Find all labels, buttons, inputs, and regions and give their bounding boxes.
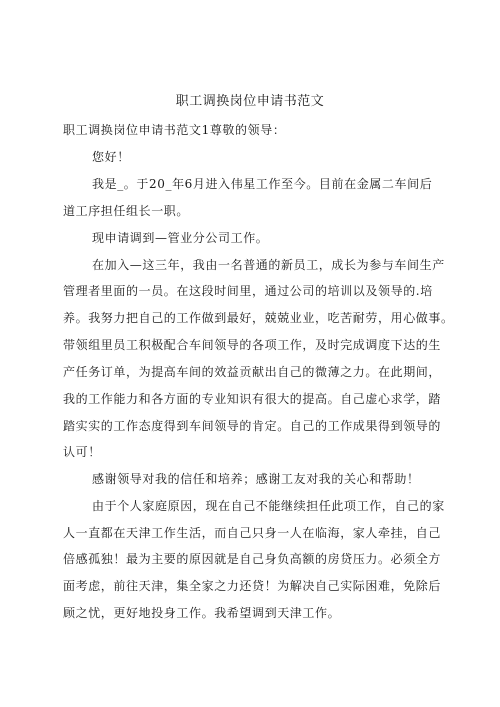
body-line: 顾之忧，更好地投身工作。我希望调到天津工作。: [63, 606, 341, 620]
body-line: 感谢领导对我的信任和培养；感谢工友对我的关心和帮助！: [92, 472, 420, 486]
document-title: 职工调换岗位申请书范文: [175, 94, 325, 109]
body-line: 在加入—这三年，我由一名普通的新员工，成长为参与车间生产: [92, 258, 445, 272]
body-line: 养。我努力把自己的工作做到最好，兢兢业业，吃苦耐劳，用心做事。: [63, 311, 454, 325]
body-line: 职工调换岗位申请书范文1尊敬的领导：: [63, 123, 286, 137]
body-line: 管理者里面的一员。在这段时间里，通过公司的培训以及领导的.培: [63, 284, 433, 298]
body-line: 我的工作能力和各方面的专业知识有很大的提高。自己虚心求学，踏: [63, 392, 442, 406]
body-line: 踏实实的工作态度得到车间领导的肯定。自己的工作成果得到领导的: [63, 419, 442, 433]
body-line: 您好！: [92, 150, 130, 164]
body-line: 道工序担任组长一职。: [63, 204, 190, 218]
body-line: 人一直都在天津工作生活，而自己只身一人在临海，家人牵挂，自己: [63, 526, 442, 540]
body-line: 由于个人家庭原因，现在自己不能继续担任此项工作，自己的家: [92, 499, 445, 513]
body-line: 认可！: [63, 445, 101, 459]
body-line: 我是_。于20_年6月进入伟星工作至今。目前在金属二车间后: [92, 177, 433, 191]
body-line: 产任务订单，为提高车间的效益贡献出自己的微薄之力。在此期间，: [63, 365, 442, 379]
body-line: 现申请调到—管业分公司工作。: [92, 231, 269, 245]
body-line: 面考虑，前往天津，集全家之力还贷！为解决自己实际困难，免除后: [63, 579, 442, 593]
body-line: 带领组里员工积极配合车间领导的各项工作，及时完成调度下达的生: [63, 338, 442, 352]
body-line: 倍感孤独！最为主要的原因就是自己身负高额的房贷压力。必须全方: [63, 552, 442, 566]
